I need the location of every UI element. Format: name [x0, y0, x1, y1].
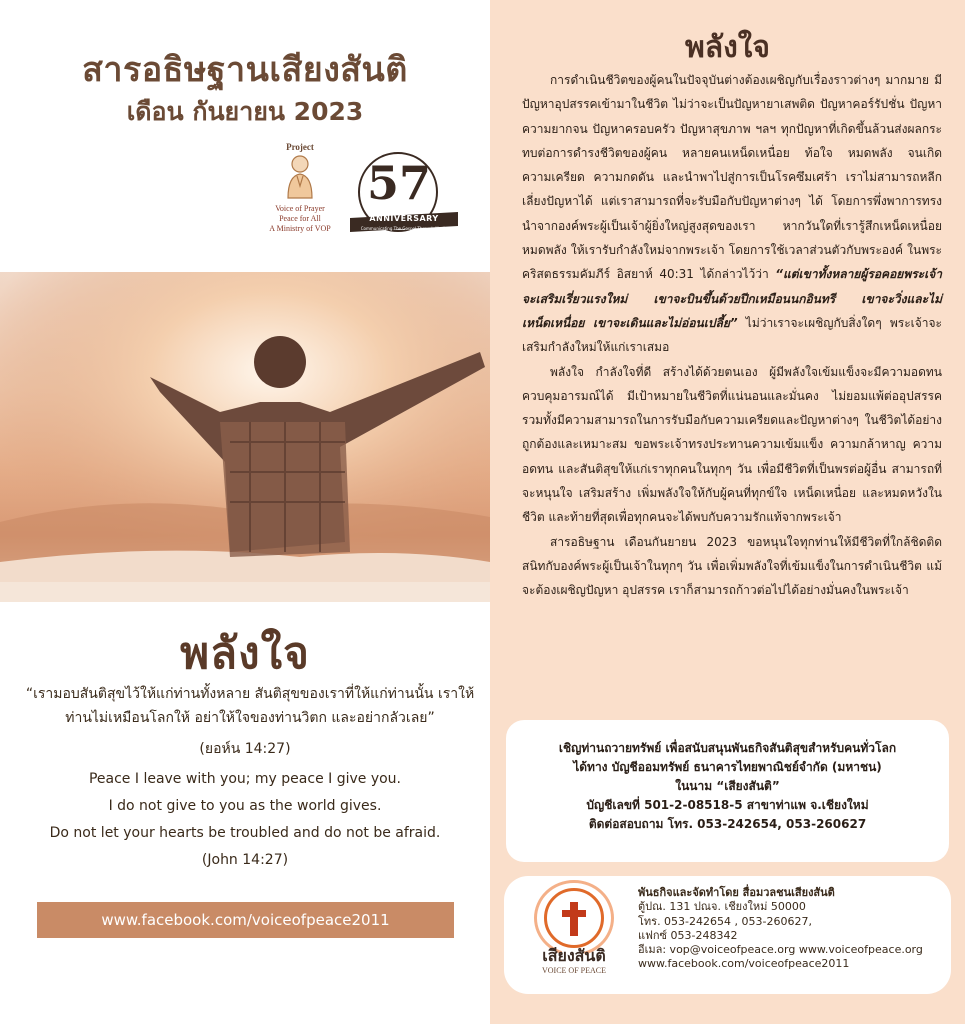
verse-thai-reference: (ยอห์น 14:27) — [199, 741, 291, 757]
page-title: สารอธิษฐานเสียงสันติ — [82, 50, 408, 90]
donation-account: บัญชีเลขที่ 501-2-08518-5 สาขาท่าแพ จ.เชียงใหม่ — [586, 798, 869, 812]
hero-photo — [0, 272, 490, 602]
article-paragraph-3: สารอธิษฐาน เดือนกันยายน 2023 ขอหนุนใจทุกท่านให้มีชีวิตที่ใกล้ชิดติดสนิทกับองค์พระผู้เป็นเจ้าในทุกๆ วัน เพื่อเพิ่มพลังใจที่เข้มแข็งในการดำเนินชีวิต แม้จะต้องเผชิญปัญหา อุปสรรค เราก็สามารถก้าวต่อไปได้อย่างมั่นคงในพระเจ้า — [522, 534, 942, 598]
donation-box — [506, 720, 949, 862]
verse-english — [0, 766, 490, 874]
article-heading: พลังใจ — [684, 30, 771, 65]
contact-email-web[interactable]: อีเมล: vop@voiceofpeace.org www.voiceofpeace.org — [638, 943, 923, 957]
right-panel — [490, 0, 965, 1024]
vop-project-label: Project — [286, 142, 314, 152]
article-paragraph-2: พลังใจ กำลังใจที่ดี สร้างได้ด้วยตนเอง ผู้มีพลังใจเข้มแข็งจะมีความอดทน ควบคุมอารมณ์ได้ มีเป้าหมายในชีวิตที่แน่นอนและมั่นคง ไม่ยอมแพ้ต่ออุปสรรค รวมทั้งมีความสามารถในการรับมือกับความเครียดและปัญหาต่างๆ ในชีวิตได้อย่างถูกต้องและเหมาะสม ขอพระเจ้าทรงประทานความเข้มแข็ง ความกล้าหาญ ความอดทน และสันติสุขให้แก่เราทุกคนในทุกๆ วัน เพื่อมีชีวิตที่เป็นพรต่อผู้อื่น สามารถที่จะหนุนใจ เสริมสร้าง เพิ่มพลังใจให้กับผู้คนที่ทุกข์ใจ เหน็ดเหนื่อย และหมดหวังในชีวิต และท้ายที่สุดเพื่อทุกคนจะได้พบกับความรักแท้จากพระเจ้า — [522, 364, 942, 525]
donation-line-3: ในนาม “เสียงสันติ” — [675, 779, 780, 793]
verse-thai: “เรามอบสันติสุขไว้ให้แก่ท่านทั้งหลาย สันติสุขของเราที่ให้แก่ท่านนั้น เราให้ท่านไม่เหมือนโลกให้ อย่าให้ใจของท่านวิตก และอย่ากลัวเลย” — [25, 686, 475, 726]
article-body — [522, 68, 942, 603]
paragraph-1-end: ไม่ว่าเราจะเผชิญกับสิ่งใดๆ พระเจ้าจะเสริมกำลังใหม่ให้แก่เราเสมอ — [522, 315, 942, 355]
article-paragraph-1 — [522, 68, 942, 360]
paragraph-1-text: การดำเนินชีวิตของผู้คนในปัจจุบันต่างต้องเผชิญกับเรื่องราวต่างๆ มากมาย มีปัญหาอุปสรรคเข้ามาในชีวิต ไม่ว่าจะเป็นปัญหายาเสพติด ปัญหาคอร์รัปชั่น ปัญหาความยากจน ปัญหาครอบครัว ปัญหาสุขภาพ ฯลฯ ทุกปัญหาที่เกิดขึ้นล้วนส่งผลกระทบต่อการดำรงชีวิตของผู้คน หลายคนเหน็ดเหนื่อย ท้อใจ หมดพลัง จนเกิดความเครียด ความกดดัน และนำพาไปสู่การเป็นโรคซึมเศร้า เราไม่สามารถหลีกเลี่ยงปัญหาได้ แต่เราสามารถที่จะรับมือกับปัญหาต่างๆ ได้ โดยการพึ่งพาการทรงนำจากองค์พระผู้เป็นเจ้าผู้ยิ่งใหญ่สูงสุดของเรา หากวันใดที่เรารู้สึกเหน็ดเหนื่อย หมดพลัง ให้เรารับกำลังใหม่จากพระเจ้า โดยการใช้เวลาส่วนตัวกับพระองค์ ในพระคริสตธรรมคัมภีร์ อิสยาห์ 40:31 ได้กล่าวไว้ว่า — [522, 73, 942, 282]
voice-of-peace-logo — [524, 888, 624, 984]
logo-subtitle: VOICE OF PEACE — [541, 966, 606, 975]
contact-fax: แฟกซ์ 053-248342 — [638, 928, 738, 942]
facebook-link[interactable]: www.facebook.com/voiceofpeace2011 — [37, 902, 454, 938]
verse-english-line-3: Do not let your hearts be troubled and do not be afraid. — [49, 825, 441, 841]
anniversary-label: ANNIVERSARY — [369, 214, 439, 223]
verse-english-reference: (John 14:27) — [201, 852, 289, 868]
contact-address: ตู้ปณ. 131 ปณจ. เชียงใหม่ 50000 — [638, 900, 806, 914]
verse-english-line-2: I do not give to you as the world gives. — [108, 798, 382, 814]
anniversary-tagline: Communicating The Gospel Through Media — [360, 226, 448, 231]
man-raising-arms-image — [0, 272, 490, 602]
contact-details — [638, 886, 948, 972]
contact-phone: โทร. 053-242654 , 053-260627, — [638, 914, 812, 928]
cross-bar — [562, 910, 586, 917]
praying-figure-icon — [280, 154, 320, 200]
anniversary-badge — [350, 152, 458, 240]
logo-name: เสียงสันติ — [542, 946, 606, 965]
vop-line-3: A Ministry of VOP — [269, 224, 331, 233]
donation-line-2: ได้ทาง บัญชีออมทรัพย์ ธนาคารไทยพาณิชย์จำกัด (มหาชน) — [573, 760, 882, 774]
contact-facebook[interactable]: www.facebook.com/voiceofpeace2011 — [638, 957, 850, 971]
cross-icon — [570, 902, 578, 936]
strength-heading: พลังใจ — [180, 628, 310, 679]
verse-english-line-1: Peace I leave with you; my peace I give you. — [88, 771, 402, 787]
contact-box — [504, 876, 951, 994]
donation-line-1: เชิญท่านถวายทรัพย์ เพื่อสนับสนุนพันธกิจสันติสุขสำหรับคนทั่วโลก — [558, 741, 897, 755]
donation-contact: ติดต่อสอบถาม โทร. 053-242654, 053-260627 — [588, 817, 867, 831]
vop-line-1: Voice of Prayer — [275, 204, 325, 213]
voice-of-prayer-logo — [250, 142, 350, 242]
contact-title: พันธกิจและจัดทำโดย สื่อมวลชนเสียงสันติ — [638, 886, 835, 899]
page-subtitle: เดือน กันยายน 2023 — [126, 97, 364, 126]
vop-line-2: Peace for All — [279, 214, 321, 223]
anniversary-number: 57 — [366, 156, 431, 210]
isaiah-quote: “แต่เขาทั้งหลายผู้รอคอยพระเจ้าจะเสริมเรี่ยวแรงใหม่ เขาจะบินขึ้นด้วยปีกเหมือนนกอินทรี เขาจะวิ่งและไม่เหน็ดเหนื่อย เขาจะเดินและไม่อ่อนเปลี้ย” — [522, 267, 942, 330]
